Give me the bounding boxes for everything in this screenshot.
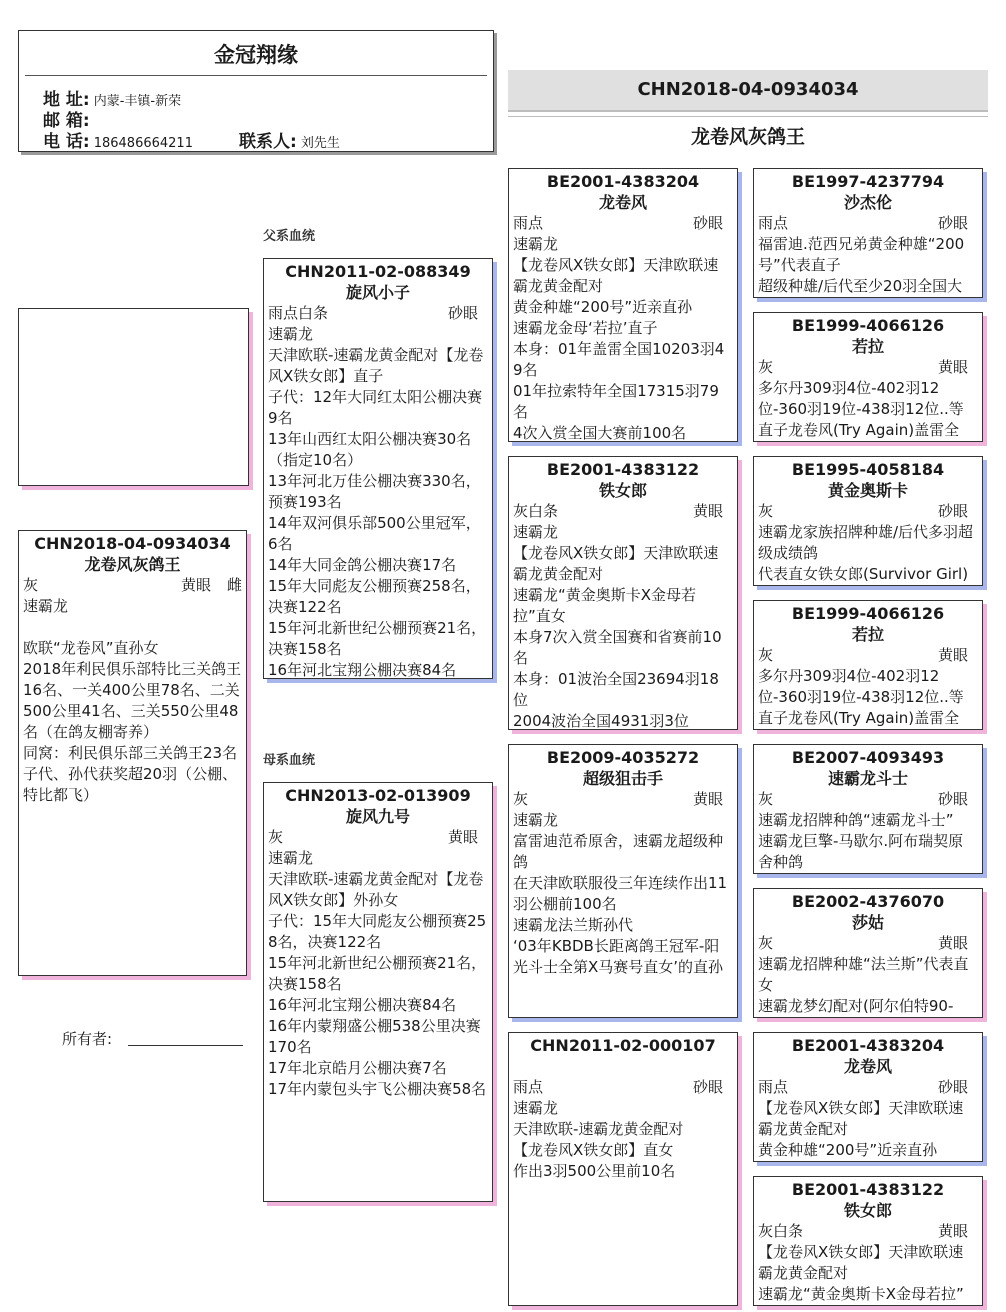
eye-type: 黄眼 <box>937 646 968 664</box>
feather-color: 灰 <box>758 646 774 664</box>
address-value: 内蒙-丰镇-新荣 <box>93 94 182 109</box>
sire-card <box>263 258 493 679</box>
bird-attributes <box>509 213 737 234</box>
bird-notes: 多尔丹309羽4位-402羽12 位-360羽19位-438羽12位..等 直子龙卷风(Try Again)盖雷全 <box>758 667 964 727</box>
bird-attributes <box>754 645 982 666</box>
loft-name: 金冠翔缘 <box>214 43 298 67</box>
owner-signature-line <box>128 1045 243 1046</box>
dam-sire-dam-card <box>753 888 983 1018</box>
strain: 速霸龙 <box>513 1099 559 1117</box>
bird-notes: 【龙卷风X铁女郎】天津欧联速霸龙黄金配对 速霸龙“黄金奥斯卡X金母若拉” <box>758 1243 964 1303</box>
feather-color: 雨点 <box>758 1078 789 1096</box>
header-divider <box>25 75 487 76</box>
phone-label: 电 话: <box>43 132 90 152</box>
ring-number: CHN2013-02-013909 <box>285 786 471 805</box>
strain: 速霸龙 <box>23 597 69 615</box>
loft-header <box>18 30 494 152</box>
eye-type: 砂眼 <box>692 214 723 232</box>
ring-number: BE2007-4093493 <box>791 748 945 767</box>
bird-attributes <box>509 501 737 522</box>
bird-name: 若拉 <box>851 625 884 644</box>
bird-notes: 速霸龙家族招牌种雄/后代多羽超级成绩鸽 代表直女铁女郎(Survivor Girl) <box>758 523 974 583</box>
feather-color: 灰 <box>758 934 774 952</box>
bird-attributes <box>754 789 982 810</box>
email-label: 邮 箱: <box>43 111 90 131</box>
eye-type: 砂眼 <box>937 214 968 232</box>
eye-type: 黄眼 <box>692 790 723 808</box>
dam-card <box>263 782 493 1202</box>
bird-name: 铁女郎 <box>598 481 647 500</box>
bird-attributes <box>754 1077 982 1098</box>
feather-color: 灰 <box>758 358 774 376</box>
phone-value: 186486664211 <box>93 136 193 151</box>
bird-notes: 天津欧联-速霸龙黄金配对【龙卷风X铁女郎】外孙女 子代：15年大同彪友公棚预赛258名，决赛122名 15年河北新世纪公棚预赛21名，决赛158名 16年河北宝翔公棚决赛84名 16年内蒙翔盛公棚538公里决赛170名 17年北京皓月公棚决赛7名 17年内蒙包头宇飞公棚决赛58名 <box>268 870 487 1098</box>
feather-color: 雨点 <box>513 1078 544 1096</box>
bird-notes: 欧联“龙卷风”直孙女 2018年利民俱乐部特比三关鸽王16名、一关400公里78名、二关500公里41名、三关550公里48名（在鸽友棚寄养） 同窝：利民俱乐部三关鸽王23名 子代、孙代获奖超20羽（公棚、特比都飞） <box>23 639 242 804</box>
ring-number: BE2009-4035272 <box>546 748 700 767</box>
bird-name <box>509 1056 737 1077</box>
address-label: 地 址: <box>43 90 90 110</box>
feather-color: 灰 <box>23 576 39 594</box>
feather-color: 雨点白条 <box>268 304 329 322</box>
bird-name: 铁女郎 <box>843 1201 892 1220</box>
ring-number: BE1997-4237794 <box>791 172 945 191</box>
bird-notes: 速霸龙招牌种雄“法兰斯”代表直女 速霸龙梦幻配对(阿尔伯特90- <box>758 955 969 1015</box>
dam-sire-sire-card <box>753 744 983 874</box>
bird-attributes <box>754 357 982 378</box>
phone-row <box>43 127 193 152</box>
bird-attributes <box>509 789 737 810</box>
feather-color: 灰白条 <box>513 502 559 520</box>
title-divider <box>508 116 988 117</box>
feather-color: 雨点 <box>513 214 544 232</box>
sire-sire-card <box>508 168 738 442</box>
ring-number: BE2001-4383204 <box>546 172 700 191</box>
feather-color: 灰白条 <box>758 1222 804 1240</box>
pedigree-title-ring: CHN2018-04-0934034 <box>637 79 859 100</box>
eye-type: 砂眼 <box>692 1078 723 1096</box>
bird-attributes <box>509 1077 737 1098</box>
sire-dam-dam-card <box>753 600 983 730</box>
ring-number: BE1995-4058184 <box>791 460 945 479</box>
bird-name: 龙卷风灰鸽王 <box>84 555 181 574</box>
eye-type: 砂眼 <box>447 304 478 322</box>
dam-line-label: 母系血统 <box>263 753 316 768</box>
contact-label: 联系人: <box>239 132 297 152</box>
contact-value: 刘先生 <box>300 136 340 151</box>
owner-label: 所有者: <box>62 1030 113 1048</box>
eye-type: 黄眼 <box>692 502 723 520</box>
bird-attributes <box>754 501 982 522</box>
eye-type: 砂眼 <box>937 502 968 520</box>
strain: 速霸龙 <box>513 235 559 253</box>
ring-number: BE1999-4066126 <box>791 604 945 623</box>
ring-number: CHN2018-04-0934034 <box>34 534 231 553</box>
contact-row <box>239 127 340 152</box>
sire-dam-card <box>508 456 738 730</box>
bird-attributes <box>264 303 492 324</box>
ring-number: BE2001-4383204 <box>791 1036 945 1055</box>
bird-notes: 天津欧联-速霸龙黄金配对 【龙卷风X铁女郎】直女 作出3羽500公里前10名 <box>513 1120 684 1180</box>
bird-name: 龙卷风 <box>598 193 647 212</box>
sire-sire-sire-card <box>753 168 983 298</box>
eye-type: 砂眼 <box>937 790 968 808</box>
bird-photo-placeholder <box>18 308 249 486</box>
bird-attributes <box>264 827 492 848</box>
ring-number: BE2001-4383122 <box>791 1180 945 1199</box>
ring-number: CHN2011-02-088349 <box>285 262 471 281</box>
feather-color: 雨点 <box>758 214 789 232</box>
eye-type: 砂眼 <box>937 1078 968 1096</box>
bird-notes: 天津欧联-速霸龙黄金配对【龙卷风X铁女郎】直子 子代：12年大同红太阳公棚决赛9名 13年山西红太阳公棚决赛30名（指定10名） 13年河北万佳公棚决赛330名，预赛193名 14年双河俱乐部500公里冠军，6名 14年大同金鸽公棚决赛17名 15年大同彪友公棚预赛258名，决赛122名 15年河北新世纪公棚预赛21名，决赛158名 16年河北宝翔公棚决赛84名 <box>268 346 487 679</box>
ring-number: BE2001-4383122 <box>546 460 700 479</box>
strain: 速霸龙 <box>513 523 559 541</box>
bird-name: 若拉 <box>851 337 884 356</box>
ring-number: BE1999-4066126 <box>791 316 945 335</box>
eye-type: 黄眼 <box>937 934 968 952</box>
bird-name: 超级狙击手 <box>582 769 663 788</box>
eye-type: 黄眼 <box>937 358 968 376</box>
eye-type: 黄眼 <box>180 576 211 594</box>
bird-notes: 【龙卷风X铁女郎】天津欧联速霸龙黄金配对 黄金种雄“200号”近亲直孙 <box>758 1099 964 1159</box>
bird-notes: 多尔丹309羽4位-402羽12 位-360羽19位-438羽12位..等 直子龙卷风(Try Again)盖雷全 <box>758 379 964 439</box>
bird-notes: 富雷迪范希原舍，速霸龙超级种鸽 在天津欧联服役三年连续作出11羽公棚前100名 速霸龙法兰斯孙代 ‘03年KBDB长距离鸽王冠军-阳光斗士全第X马赛号直女’的直孙 <box>513 832 728 976</box>
feather-color: 灰 <box>758 502 774 520</box>
bird-notes: 【龙卷风X铁女郎】天津欧联速霸龙黄金配对 速霸龙“黄金奥斯卡X金母若拉”直女 本身7次入赏全国赛和省赛前10名 本身：01波治全国23694羽18位 2004波治全国4931羽3位 <box>513 544 722 730</box>
bird-attributes <box>19 575 246 596</box>
dam-dam-dam-card <box>753 1176 983 1306</box>
bird-name: 龙卷风 <box>843 1057 892 1076</box>
feather-color: 灰 <box>268 828 284 846</box>
bird-notes: 【龙卷风X铁女郎】天津欧联速霸龙黄金配对 黄金种雄“200号”近亲直孙 速霸龙金母‘若拉’直子 本身：01年盖雷全国10203羽49名 01年拉索特年全国17315羽79名 4次入赏全国大赛前100名 <box>513 256 725 442</box>
strain: 速霸龙 <box>268 849 314 867</box>
pedigree-title-band <box>508 70 988 112</box>
strain: 速霸龙 <box>268 325 314 343</box>
bird-attributes <box>754 213 982 234</box>
bird-name: 旋风小子 <box>345 283 410 302</box>
bird-notes: 速霸龙招牌种鸽“速霸龙斗士” 速霸龙巨擎-马歇尔.阿布瑞契原舍种鸽 <box>758 811 964 871</box>
strain: 速霸龙 <box>513 811 559 829</box>
bird-attributes <box>754 933 982 954</box>
eye-type: 黄眼 <box>447 828 478 846</box>
feather-color: 灰 <box>758 790 774 808</box>
ring-number: BE2002-4376070 <box>791 892 945 911</box>
bird-notes: 福雷迪.范西兄弟黄金种雄“200号”代表直子 超级种雄/后代至少20羽全国大 <box>758 235 965 295</box>
dam-dam-sire-card <box>753 1032 983 1162</box>
eye-type: 黄眼 <box>937 1222 968 1240</box>
bird-name: 黄金奥斯卡 <box>827 481 908 500</box>
subject-bird-card <box>18 530 247 976</box>
bird-name: 速霸龙斗士 <box>827 769 908 788</box>
sex: 雌 <box>226 576 242 594</box>
bird-name: 旋风九号 <box>345 807 410 826</box>
dam-dam-card <box>508 1032 738 1306</box>
pedigree-title-name: 龙卷风灰鸽王 <box>690 126 805 148</box>
ring-number: CHN2011-02-000107 <box>530 1036 716 1055</box>
feather-color: 灰 <box>513 790 529 808</box>
bird-attributes <box>754 1221 982 1242</box>
bird-name: 莎姑 <box>851 913 884 932</box>
dam-sire-card <box>508 744 738 1018</box>
sire-dam-sire-card <box>753 456 983 586</box>
sire-sire-dam-card <box>753 312 983 442</box>
sire-line-label: 父系血统 <box>263 229 316 244</box>
bird-name: 沙杰伦 <box>843 193 892 212</box>
